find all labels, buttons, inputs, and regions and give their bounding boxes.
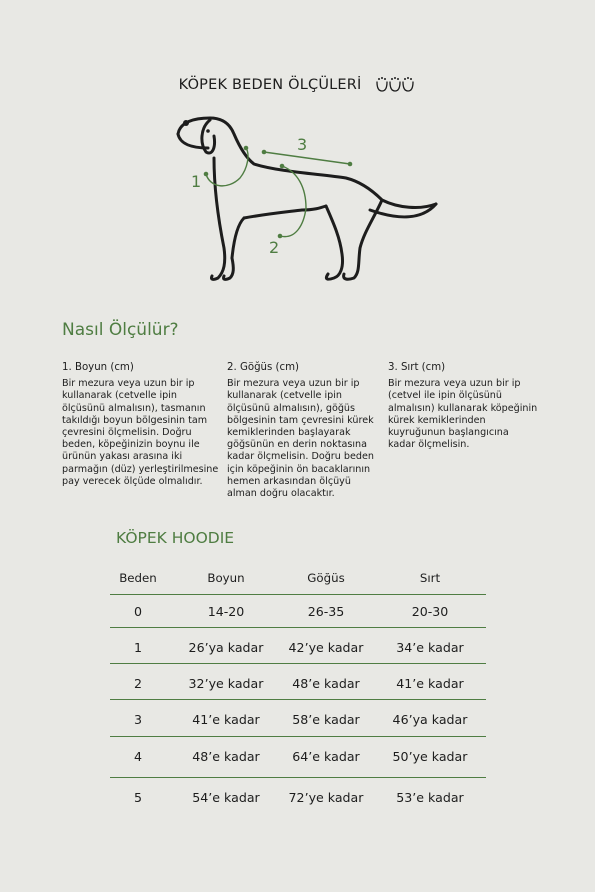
cell-neck: 14-20 [207,604,245,619]
section-text: Bir mezura veya uzun bir ip (cetvel ile ipin ölçüsünü almalısın) kullanarak köpeğinin kürek kemiklerinden kuyruğunun başlangıcına kadar ölçmelisin. [388,378,538,451]
header-size: Beden [119,571,157,585]
table-divider [110,663,486,664]
section-heading: 2. Göğüs (cm) [227,362,300,373]
diagram-label-2: 2 [269,238,280,257]
cell-size: 1 [133,640,143,655]
cell-back: 50’ye kadar [392,749,468,764]
cell-size: 3 [133,712,143,727]
header-chest: Göğüs [307,571,345,585]
cell-back: 20-30 [411,604,449,619]
cell-chest: 26-35 [307,604,345,619]
how-to-section-back [388,362,538,451]
diagram-label-1: 1 [191,172,202,191]
dog-measurement-diagram [170,108,440,288]
dog-belly [244,206,326,218]
cell-neck: 41’e kadar [192,712,260,727]
how-to-title: Nasıl Ölçülür? [62,320,179,340]
cell-neck: 48’e kadar [192,749,260,764]
header-back: Sırt [419,571,441,585]
how-to-section-neck [62,362,222,488]
diagram-label-3: 3 [297,135,308,154]
table-divider [110,627,486,628]
cell-back: 46’ya kadar [392,712,468,727]
cell-size: 5 [133,790,143,805]
section-heading: 3. Sırt (cm) [388,362,446,373]
page-title: KÖPEK BEDEN ÖLÇÜLERİ [178,77,362,93]
cell-chest: 72’ye kadar [288,790,364,805]
cell-chest: 42’ye kadar [288,640,364,655]
cell-neck: 54’e kadar [192,790,260,805]
header-neck: Boyun [207,571,245,585]
table-divider [110,777,486,778]
table-divider [110,736,486,737]
table-divider [110,594,486,595]
chest-measure-line [280,166,306,237]
cell-neck: 26’ya kadar [188,640,264,655]
dog-hind-leg-inner [326,206,343,279]
cell-back: 53’e kadar [396,790,464,805]
dog-belly-front [232,218,244,258]
table-divider [110,699,486,700]
cell-chest: 58’e kadar [292,712,360,727]
section-text: Bir mezura veya uzun bir ip kullanarak (cetvelle ipin ölçüsünü almalısın), tasmanın takıldığı boyun bölgesinin tam çevresini ölçmelisin. Doğru beden, köpeğinizin boynu ile ürünün yakası arasına iki parmağın (düz) yerleştirilmesine pay verecek ölçüde olmalıdır. [62,378,219,487]
cell-size: 2 [133,676,143,691]
paw-prints-icon [374,76,416,94]
dog-front-leg-outer [211,158,224,279]
cell-size: 4 [133,749,143,764]
dog-eye [206,129,210,133]
cell-back: 41’e kadar [396,676,464,691]
dog-hind-leg-outer [344,200,382,279]
section-heading: 1. Boyun (cm) [62,362,134,373]
dog-nose [183,120,189,126]
cell-back: 34’e kadar [396,640,464,655]
page-title-wrap [0,76,595,94]
section-text: Bir mezura veya uzun bir ip kullanarak (cetvelle ipin ölçüsünü almalısın), göğüs bölgesinin tam çevresini kürek kemiklerinden başlayarak göğsünün en derin noktasına kadar ölçmelisin. Doğru beden için köpeğinin ön bacaklarının hemen arkasından ölçüyü alman doğru olacaktır. [227,378,374,500]
how-to-section-chest [227,362,383,500]
neck-measure-line [206,148,248,186]
hoodie-title: KÖPEK HOODIE [116,529,235,547]
cell-chest: 48’e kadar [292,676,360,691]
cell-size: 0 [133,604,143,619]
cell-neck: 32’ye kadar [188,676,264,691]
cell-chest: 64’e kadar [292,749,360,764]
